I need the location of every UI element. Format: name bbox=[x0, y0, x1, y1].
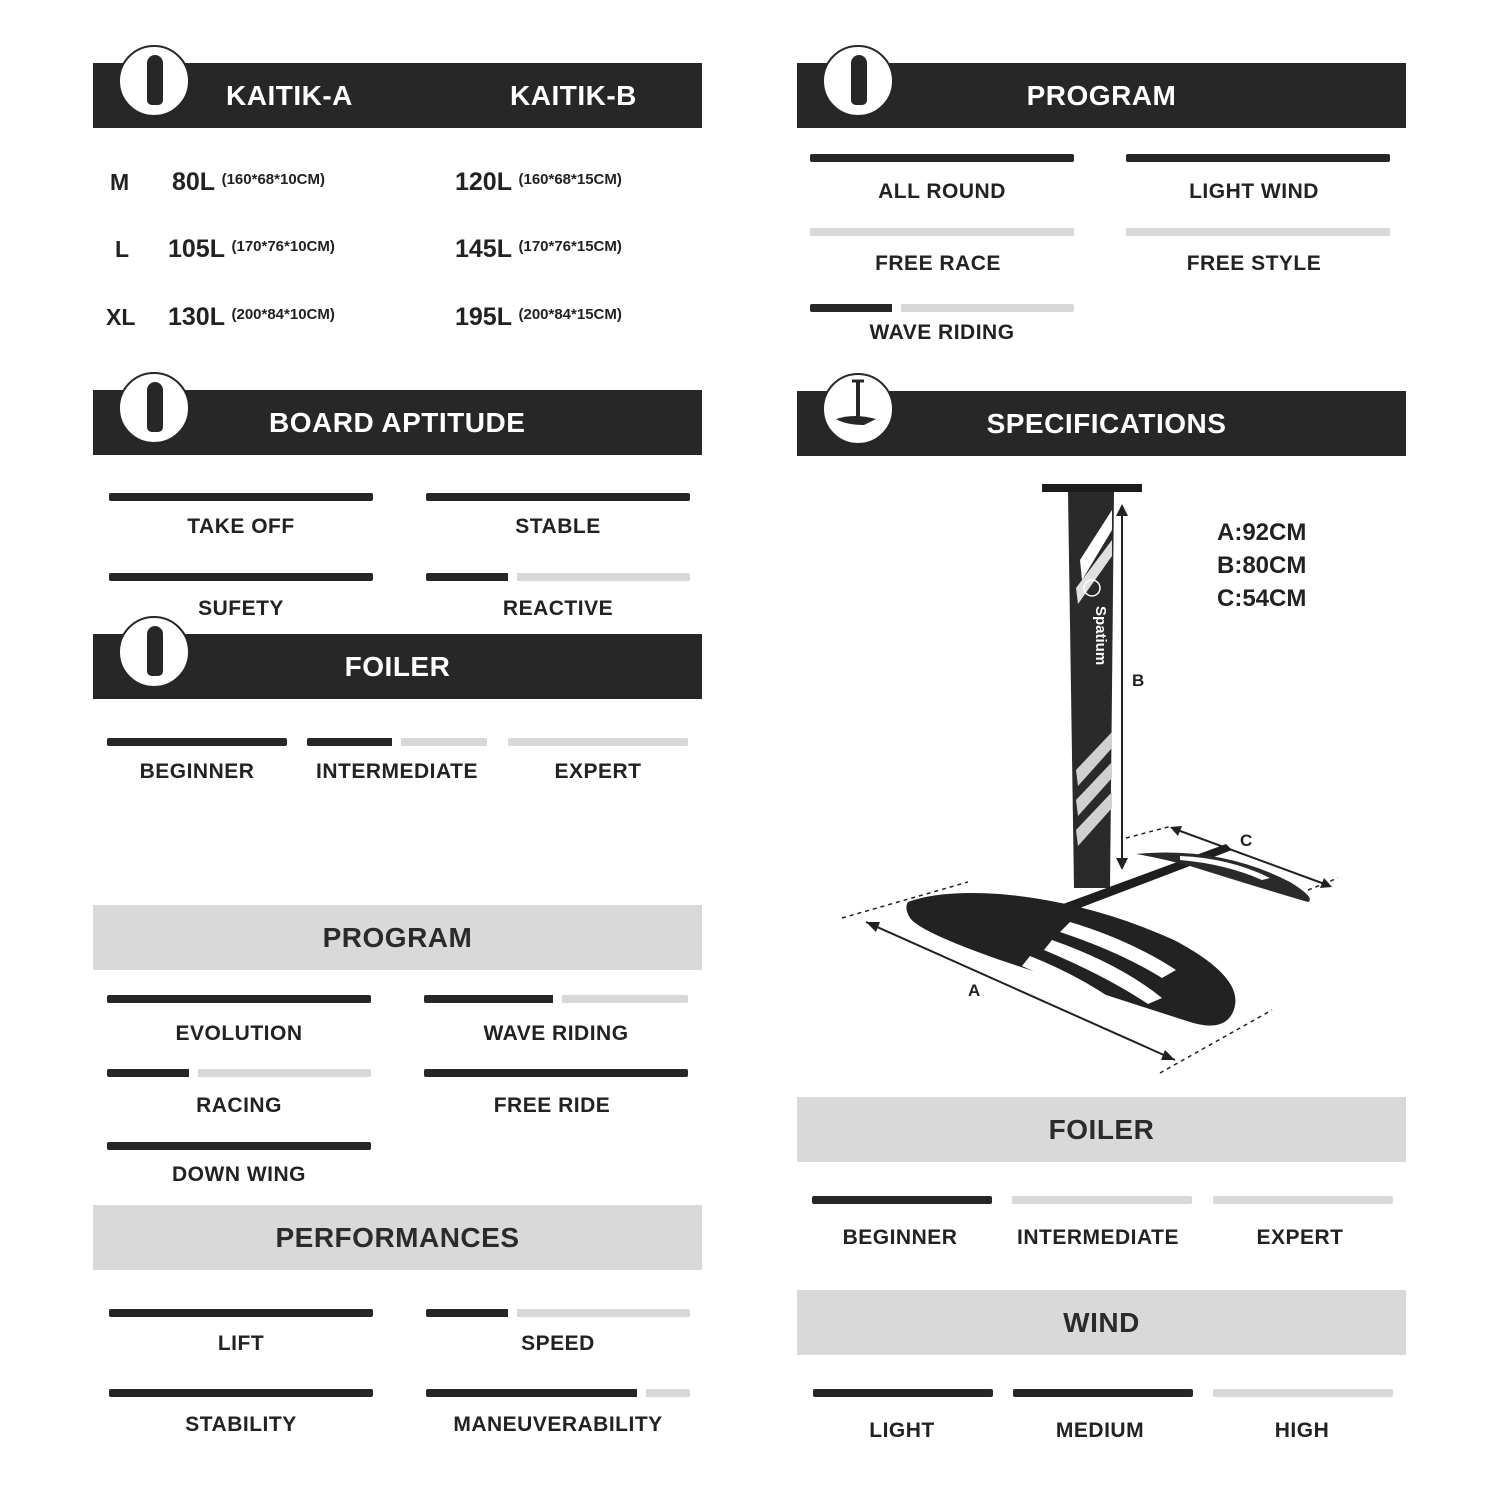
rating-label: EXPERT bbox=[1256, 1226, 1344, 1249]
level-gap bbox=[508, 1309, 517, 1317]
level-bar bbox=[508, 738, 688, 746]
rating-label: DOWN WING bbox=[172, 1163, 306, 1186]
level-bar bbox=[1213, 1196, 1393, 1204]
rating-label: FREE RIDE bbox=[493, 1094, 611, 1117]
section-title: PERFORMANCES bbox=[275, 1222, 520, 1253]
a-volume: 80L $^{(160*68*10CM)}$ bbox=[172, 168, 325, 196]
level-fill bbox=[109, 573, 373, 581]
level-gap bbox=[892, 304, 901, 312]
size-label: M bbox=[110, 169, 130, 195]
level-fill bbox=[107, 995, 371, 1003]
section-title: FOILER bbox=[344, 651, 451, 682]
level-bar bbox=[107, 1069, 371, 1077]
level-bar bbox=[109, 493, 373, 501]
level-gap bbox=[189, 1069, 198, 1077]
rating-label: STABILITY bbox=[185, 1413, 297, 1436]
rating-label: SPEED bbox=[521, 1332, 595, 1355]
section-title: PROGRAM bbox=[322, 922, 473, 953]
level-bar bbox=[810, 304, 1074, 312]
level-gap bbox=[637, 1389, 646, 1397]
dim-a-label: A bbox=[968, 981, 981, 1000]
program-header bbox=[93, 905, 702, 970]
level-gap bbox=[553, 995, 562, 1003]
rating-label: BEGINNER bbox=[139, 760, 255, 783]
level-fill bbox=[424, 995, 553, 1003]
rating-label: LIGHT WIND bbox=[1189, 180, 1319, 203]
rating-label: INTERMEDIATE bbox=[1017, 1226, 1179, 1249]
sizes-header bbox=[93, 63, 702, 128]
dim-b-label: B bbox=[1132, 671, 1145, 690]
rating-label: BEGINNER bbox=[842, 1226, 958, 1249]
b-volume: 195L $^{(200*84*15CM)}$ bbox=[455, 303, 622, 331]
wind-header bbox=[797, 1290, 1406, 1355]
rating-label: REACTIVE bbox=[502, 597, 614, 620]
foiler-header bbox=[93, 634, 702, 699]
level-fill bbox=[426, 1389, 637, 1397]
level-bar bbox=[813, 1389, 993, 1397]
b-volume: 145L $^{(170*76*15CM)}$ bbox=[455, 235, 622, 263]
spec-b: B:80CM bbox=[1217, 552, 1307, 579]
section-title: BOARD APTITUDE bbox=[269, 407, 526, 438]
level-fill bbox=[813, 1389, 993, 1397]
level-fill bbox=[424, 1069, 688, 1077]
level-bar bbox=[426, 1389, 690, 1397]
level-fill bbox=[1013, 1389, 1193, 1397]
rating-label: ALL ROUND bbox=[878, 180, 1006, 203]
level-bar bbox=[424, 995, 688, 1003]
level-fill bbox=[426, 573, 508, 581]
board-aptitude-header bbox=[93, 390, 702, 455]
rating-label: MEDIUM bbox=[1055, 1419, 1145, 1442]
col-a-title: KAITIK-A bbox=[226, 80, 353, 111]
size-label: L bbox=[115, 236, 130, 262]
level-bar bbox=[426, 1309, 690, 1317]
level-fill bbox=[426, 493, 690, 501]
level-fill bbox=[810, 304, 892, 312]
level-fill bbox=[109, 493, 373, 501]
a-volume: 105L $^{(170*76*10CM)}$ bbox=[168, 235, 335, 263]
level-fill bbox=[1126, 154, 1390, 162]
section-title: SPECIFICATIONS bbox=[986, 408, 1227, 439]
level-gap bbox=[392, 738, 401, 746]
level-bar bbox=[1013, 1389, 1193, 1397]
level-bar bbox=[810, 154, 1074, 162]
rating-label: FREE STYLE bbox=[1186, 252, 1322, 275]
rating-label: HIGH bbox=[1274, 1419, 1330, 1442]
rating-label: SUFETY bbox=[198, 597, 284, 620]
performances-header bbox=[93, 1205, 702, 1270]
level-fill bbox=[307, 738, 392, 746]
level-bar bbox=[810, 228, 1074, 236]
board-icon bbox=[118, 45, 190, 117]
level-fill bbox=[107, 1069, 189, 1077]
foiler-header bbox=[797, 1097, 1406, 1162]
level-bar bbox=[107, 995, 371, 1003]
level-bar bbox=[426, 573, 690, 581]
rating-label: FREE RACE bbox=[875, 252, 1001, 275]
rating-label: LIGHT bbox=[869, 1419, 935, 1442]
level-fill bbox=[109, 1389, 373, 1397]
level-fill bbox=[812, 1196, 992, 1204]
rating-label: WAVE RIDING bbox=[483, 1022, 629, 1045]
level-bar bbox=[1012, 1196, 1192, 1204]
rating-label: INTERMEDIATE bbox=[316, 760, 478, 783]
rating-label: RACING bbox=[196, 1094, 282, 1117]
dim-c-label: C bbox=[1240, 831, 1253, 850]
spec-c: C:54CM bbox=[1217, 585, 1307, 612]
rating-label: STABLE bbox=[515, 515, 601, 538]
program-header bbox=[797, 63, 1406, 128]
level-bar bbox=[109, 1309, 373, 1317]
level-fill bbox=[107, 738, 287, 746]
level-bar bbox=[1213, 1389, 1393, 1397]
rating-label: MANEUVERABILITY bbox=[453, 1413, 663, 1436]
level-bar bbox=[107, 738, 287, 746]
level-bar bbox=[109, 1389, 373, 1397]
level-bar bbox=[107, 1142, 371, 1150]
rating-label: TAKE OFF bbox=[187, 515, 295, 538]
section-title: WIND bbox=[1063, 1307, 1140, 1338]
level-bar bbox=[424, 1069, 688, 1077]
b-volume: 120L $^{(160*68*15CM)}$ bbox=[455, 168, 622, 196]
rating-label: EVOLUTION bbox=[175, 1022, 303, 1045]
level-bar bbox=[812, 1196, 992, 1204]
section-title: FOILER bbox=[1048, 1114, 1155, 1145]
level-fill bbox=[107, 1142, 371, 1150]
col-b-title: KAITIK-B bbox=[510, 80, 637, 111]
specifications-header bbox=[797, 391, 1406, 456]
size-label: XL bbox=[106, 304, 136, 330]
level-bar bbox=[1126, 228, 1390, 236]
board-icon bbox=[118, 372, 190, 444]
level-bar bbox=[1126, 154, 1390, 162]
level-bar bbox=[109, 573, 373, 581]
section-title: PROGRAM bbox=[1026, 80, 1177, 111]
rating-label: WAVE RIDING bbox=[869, 321, 1015, 344]
level-bar bbox=[426, 493, 690, 501]
level-fill bbox=[426, 1309, 508, 1317]
hydrofoil-illustration bbox=[830, 470, 1350, 1090]
level-fill bbox=[109, 1309, 373, 1317]
a-volume: 130L $^{(200*84*10CM)}$ bbox=[168, 303, 335, 331]
level-gap bbox=[508, 573, 517, 581]
level-bar bbox=[307, 738, 487, 746]
rating-label: LIFT bbox=[217, 1332, 265, 1355]
spec-a: A:92CM bbox=[1217, 519, 1307, 546]
brand-label: Spatium bbox=[1092, 606, 1109, 666]
level-fill bbox=[810, 154, 1074, 162]
rating-label: EXPERT bbox=[554, 760, 642, 783]
